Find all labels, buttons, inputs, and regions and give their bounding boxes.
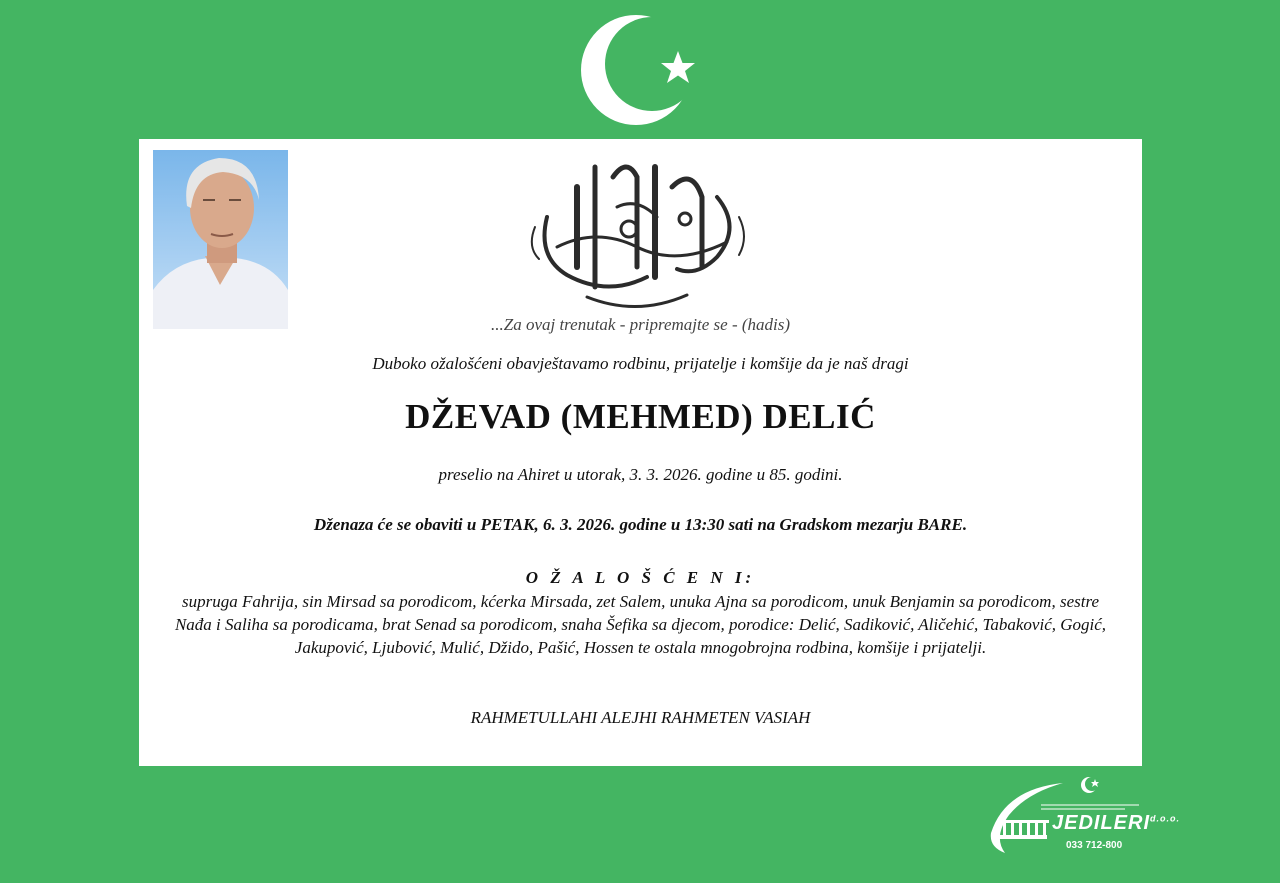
deceased-name: DŽEVAD (MEHMED) DELIĆ [405,397,876,436]
crescent-star-icon [580,14,700,126]
funeral-info: Dženaza će se obaviti u PETAK, 6. 3. 2026. godine u 13:30 sati na Gradskom mezarju BARE. [313,515,968,534]
passing-date: preselio na Ahiret u utorak, 3. 3. 2026. godine u 85. godini. [438,465,843,484]
obituary-card [139,139,1142,766]
logo-phone: 033 712-800 [1066,840,1123,851]
intro-text: Duboko ožalošćeni obavještavamo rodbinu, prijatelje i komšije da je naš dragi [372,354,909,373]
hadis-quote: ...Za ovaj trenutak - pripremajte se - (hadis) [490,315,791,334]
arabic-calligraphy [517,147,757,315]
mourners-title: O Ž A L O Š Ć E N I: [525,568,756,587]
closing-prayer: RAHMETULLAHI ALEJHI RAHMETEN VASIAH [470,708,811,727]
portrait-photo [153,150,288,329]
logo-name: $JEDILERI^{d.o.o.}$ [1052,812,1181,834]
mourners-list: supruga Fahrija, sin Mirsad sa porodicom, kćerka Mirsada, zet Salem, unuka Ajna sa porodicom, unuk Benjamin sa porodicom, sestre Nađa i Saliha sa porodicama, brat Senad sa porodicom, snaha Šefika sa djecom, porodice: Delić, Sadiković, Aličehić, Tabaković, Gogić, Jakupović, Ljubović, Mulić, Džido, Pašić, Hossen te ostala mnogobrojna rodbina, komšije i prijatelji. [174,592,1107,657]
